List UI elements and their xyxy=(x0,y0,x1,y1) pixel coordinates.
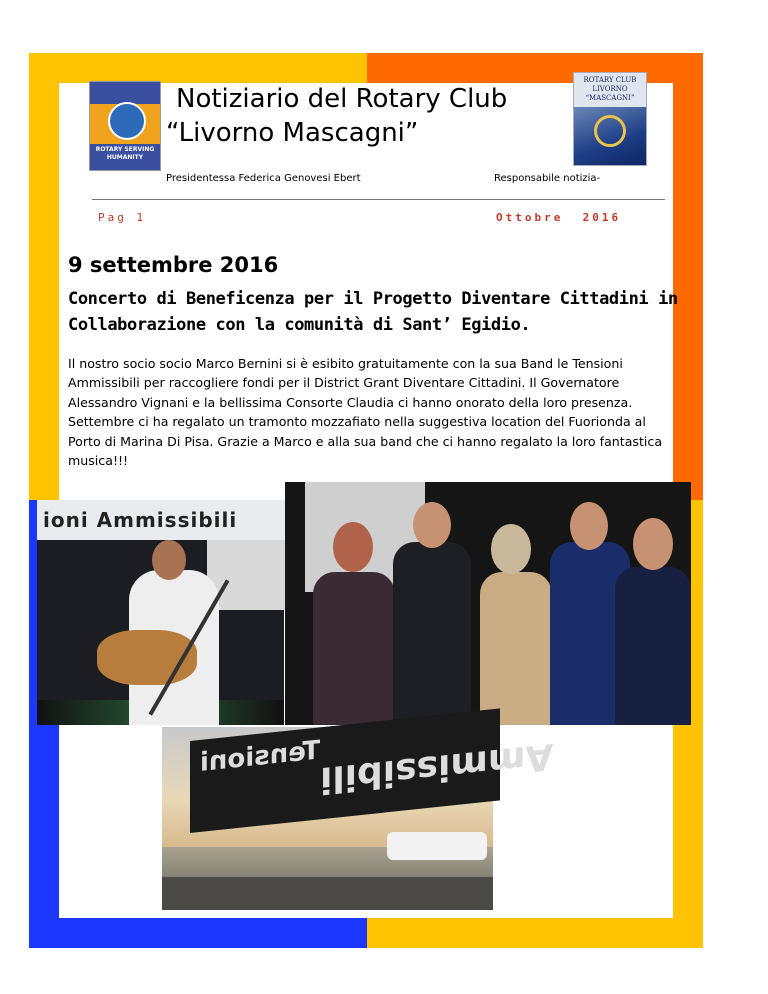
person-1-head xyxy=(333,522,373,572)
pier xyxy=(162,877,493,910)
photo-banner-text: ioni Ammissibili xyxy=(37,500,290,540)
page-number: Pag 1 xyxy=(98,211,147,224)
photo-harbour-sign xyxy=(162,727,554,910)
title-line-1: Notiziario del Rotary Club xyxy=(176,84,508,114)
article-headline: Concerto di Beneficenza per il Progetto Diventare Cittadini in Collaborazione con la comunità di Sant’ Egidio. xyxy=(68,289,678,335)
rotary-serving-humanity-logo xyxy=(89,81,161,171)
article-body: Il nostro socio socio Marco Bernini si è esibito gratuitamente con la sua Band le Tensioni Ammissibili per raccogliere fondi per il District Grant Diventare Cittadini. Il Governatore Alessandro Vignani e la bellissima Consorte Claudia ci hanno onorato della loro presenza. Settembre ci ha regalato un tramonto mozzafiato nella suggestiva location del Fuorionda al Porto di Marina Di Pisa. Grazie a Marco e alla sua band che ci hanno regalato la loro fantastica musica!!! xyxy=(68,356,663,469)
person-4-head xyxy=(570,502,608,550)
rotary-club-livorno-logo xyxy=(573,72,647,166)
person-2 xyxy=(393,542,471,725)
person-5-head xyxy=(633,518,673,570)
boat xyxy=(387,832,487,860)
globe-icon xyxy=(108,102,146,140)
newsletter-title xyxy=(166,82,566,150)
title-line-2: “Livorno Mascagni” xyxy=(166,118,419,148)
person-5 xyxy=(615,567,691,725)
frame-bottom-left xyxy=(29,918,367,948)
person-3 xyxy=(480,572,552,725)
logo-right-caption: ROTARY CLUB LIVORNO “MASCAGNI” xyxy=(583,76,637,102)
guitarist-head xyxy=(152,540,186,580)
photo-guitarist xyxy=(37,500,284,725)
logo-left-caption: ROTARY SERVING HUMANITY xyxy=(95,146,155,161)
header-divider xyxy=(92,199,665,200)
article-date: 9 settembre 2016 xyxy=(68,253,279,277)
person-1 xyxy=(313,572,395,725)
frame-left-upper xyxy=(29,53,59,500)
person-2-head xyxy=(413,502,451,548)
photo-group xyxy=(285,482,691,725)
issue-month: Ottobre 2016 xyxy=(496,211,622,224)
sign-text-2: Ammissibili xyxy=(320,734,554,801)
president-line: Presidentessa Federica Genovesi Ebert xyxy=(166,173,361,184)
frame-top-left xyxy=(29,53,367,83)
rotary-wheel-icon xyxy=(594,115,626,147)
sign-text-1: Tensioni xyxy=(200,735,321,778)
person-3-head xyxy=(491,524,531,574)
frame-bottom-right xyxy=(367,918,703,948)
frame-top-right xyxy=(367,53,703,83)
responsabile-line: Responsabile notizia- xyxy=(494,173,601,184)
